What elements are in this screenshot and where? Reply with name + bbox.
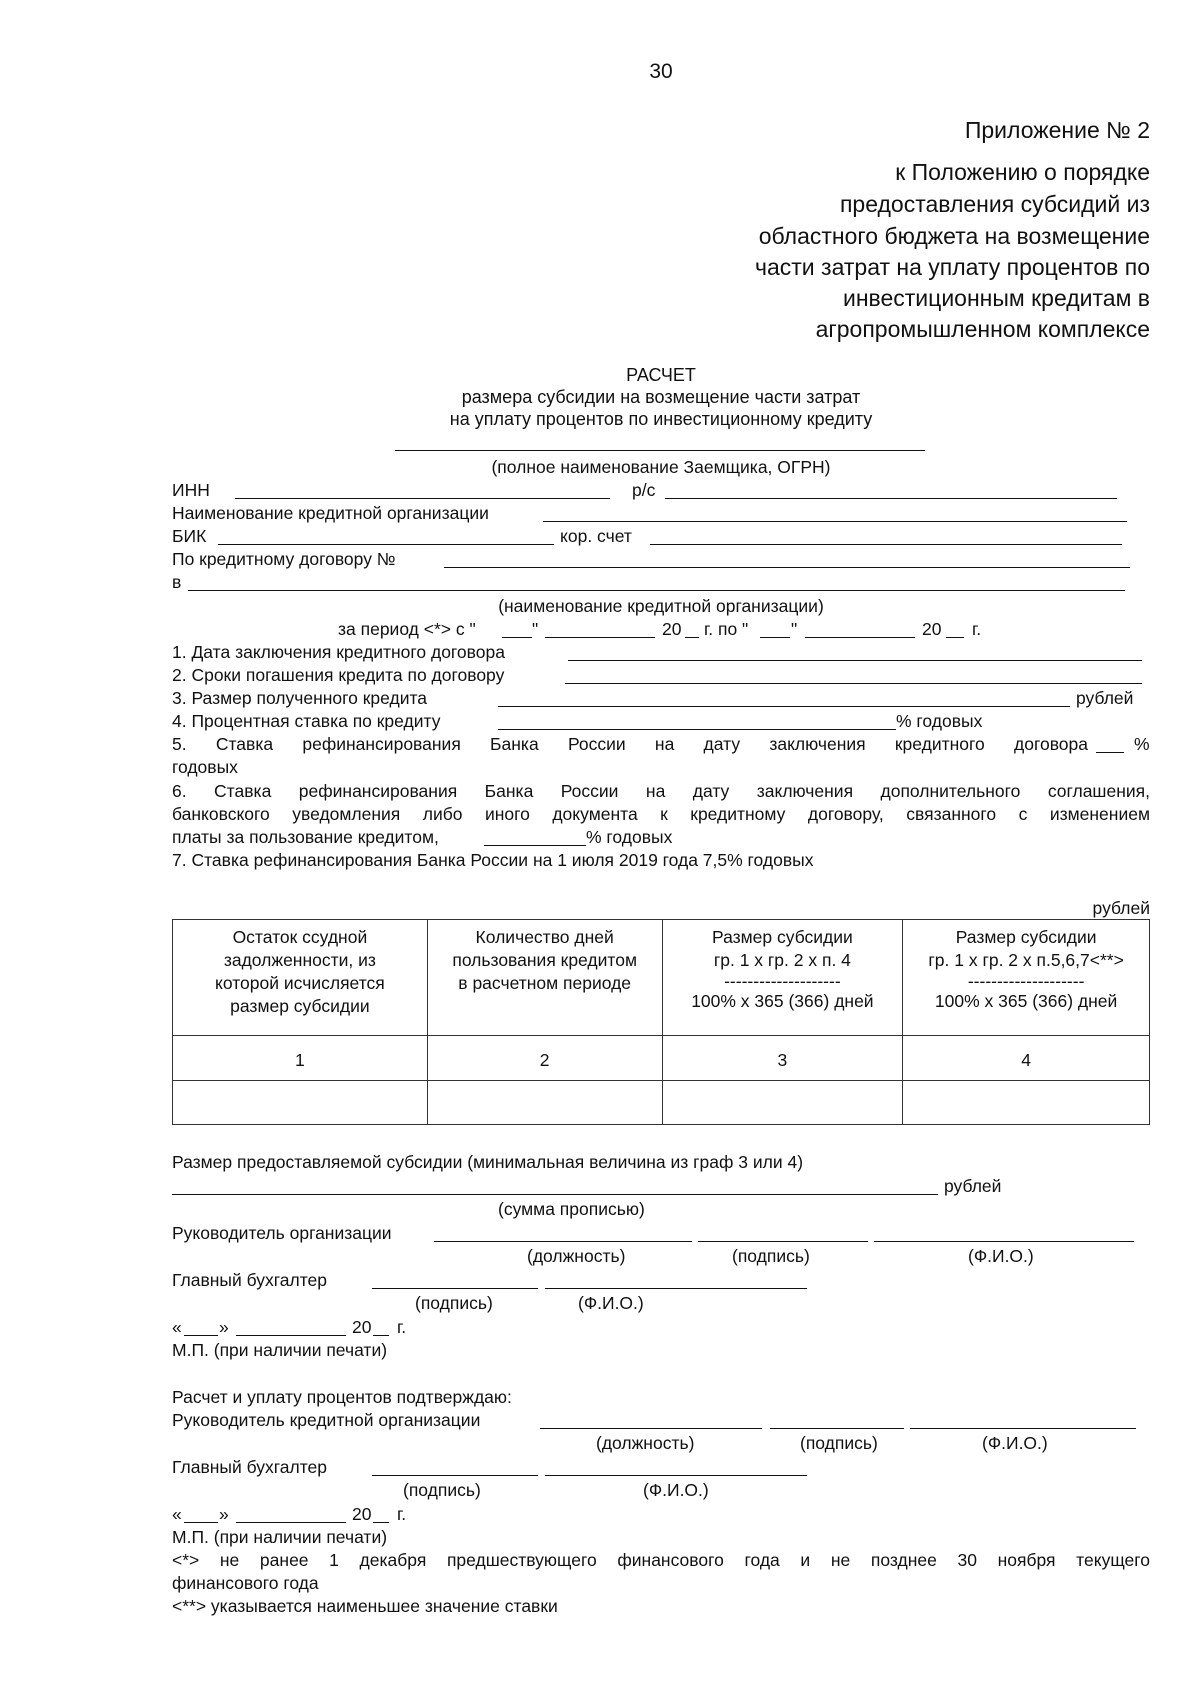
column-number: 1	[173, 1036, 428, 1081]
signature-caption: (подпись)	[800, 1433, 878, 1453]
head-bank-fio-line	[910, 1428, 1136, 1429]
header-line: пользования кредитом	[452, 950, 637, 970]
inn-line	[235, 498, 610, 499]
item-6-cont: банковского уведомления либо иного документа к кредитному договору, связанного с изменением	[172, 804, 1150, 824]
item-5-line	[1096, 752, 1124, 753]
calculation-table	[172, 919, 1150, 1125]
page-number: 30	[649, 60, 673, 83]
table-header-row	[173, 920, 1150, 1036]
contract-label: По кредитному договору №	[172, 549, 396, 569]
stamp-note: М.П. (при наличии печати)	[172, 1340, 388, 1360]
document-title: РАСЧЕТ	[626, 365, 696, 385]
header-line: 100% x 365 (366) дней	[691, 991, 874, 1011]
annex-title: Приложение № 2	[964, 117, 1150, 143]
rs-line	[665, 498, 1117, 499]
subsidy-label: Размер предоставляемой субсидии (минимальная величина из граф 3 или 4)	[172, 1152, 804, 1172]
subsidy-amount-line	[172, 1194, 938, 1195]
document-subtitle: на уплату процентов по инвестиционному кредиту	[449, 409, 873, 429]
annex-line: агропромышленном комплексе	[815, 316, 1150, 342]
annex-line: областного бюджета на возмещение	[758, 223, 1150, 249]
chief-accountant-fio-line	[545, 1288, 807, 1289]
signature-caption: (подпись)	[403, 1480, 481, 1500]
item-4-line	[498, 729, 896, 730]
year-suffix: г.	[972, 619, 982, 639]
item-5: 5. Ставка рефинансирования Банка России на дату заключения кредитного договора	[172, 734, 1088, 754]
in-label: в	[172, 572, 182, 592]
table-header-cell	[173, 920, 428, 1036]
header-line: Размер субсидии	[711, 927, 853, 947]
header-divider: --------------------	[967, 971, 1085, 991]
table-header-cell	[427, 920, 662, 1036]
head-org-signature-line	[698, 1241, 868, 1242]
date-close: »	[219, 1504, 229, 1524]
item-4-unit: % годовых	[896, 711, 983, 731]
annex-line: предоставления субсидий из	[839, 191, 1150, 217]
table-cell	[903, 1081, 1150, 1125]
item-3-unit: рублей	[1076, 688, 1134, 708]
header-line: в расчетном периоде	[458, 973, 632, 993]
date-day-line	[184, 1335, 218, 1336]
position-caption: (должность)	[596, 1433, 695, 1453]
date-year: 20	[352, 1504, 372, 1524]
footnote-1-cont: финансового года	[172, 1573, 319, 1593]
header-line: которой исчисляется	[215, 973, 385, 993]
position-caption: (должность)	[527, 1246, 626, 1266]
chief-accountant-signature-line	[372, 1288, 538, 1289]
header-divider: --------------------	[724, 971, 841, 991]
header-line: размер субсидии	[230, 996, 370, 1016]
year-prefix: 20	[922, 619, 942, 639]
annex-line: части затрат на уплату процентов по	[754, 254, 1150, 280]
head-bank-signature-line	[770, 1428, 904, 1429]
contract-line	[444, 567, 1130, 568]
date-g: г.	[397, 1504, 407, 1524]
chief-accountant-fio-line	[545, 1475, 807, 1476]
item-4: 4. Процентная ставка по кредиту	[172, 711, 441, 731]
table-data-row	[173, 1081, 1150, 1125]
table-header-cell	[662, 920, 903, 1036]
head-org-position-line	[434, 1241, 692, 1242]
quote-mark: "	[791, 619, 798, 639]
date-year-line	[373, 1335, 389, 1336]
table-unit: рублей	[1092, 898, 1150, 918]
head-org-label: Руководитель организации	[172, 1223, 392, 1243]
fio-caption: (Ф.И.О.)	[968, 1246, 1034, 1266]
borrower-caption: (полное наименование Заемщика, ОГРН)	[491, 457, 831, 477]
header-line: задолженности, из	[223, 950, 376, 970]
bank-name-label: Наименование кредитной организации	[172, 503, 489, 523]
subsidy-unit: рублей	[944, 1176, 1002, 1196]
quote-mark: "	[532, 619, 539, 639]
chief-accountant-label: Главный бухгалтер	[172, 1457, 327, 1477]
borrower-name-line	[395, 450, 925, 451]
date-open: «	[172, 1317, 182, 1337]
head-bank-label: Руководитель кредитной организации	[172, 1410, 481, 1430]
item-3-line	[498, 706, 1070, 707]
stamp-note: М.П. (при наличии печати)	[172, 1527, 388, 1547]
item-3: 3. Размер полученного кредита	[172, 688, 428, 708]
footnote-2: <**> указывается наименьшее значение ставки	[172, 1596, 558, 1616]
item-6-cont: платы за пользование кредитом,	[172, 827, 439, 847]
date-month-line	[236, 1335, 346, 1336]
date-year: 20	[352, 1317, 372, 1337]
date-open: «	[172, 1504, 182, 1524]
confirm-label: Расчет и уплату процентов подтверждаю:	[172, 1387, 512, 1407]
table-cell	[662, 1081, 903, 1125]
annex-line: к Положению о порядке	[895, 159, 1150, 185]
item-6-unit: % годовых	[586, 827, 673, 847]
item-2-line	[565, 683, 1142, 684]
item-7: 7. Ставка рефинансирования Банка России на 1 июля 2019 года 7,5% годовых	[172, 850, 814, 870]
fio-caption: (Ф.И.О.)	[982, 1433, 1048, 1453]
column-number: 4	[903, 1036, 1150, 1081]
item-1-line	[568, 660, 1142, 661]
chief-accountant-label: Главный бухгалтер	[172, 1270, 327, 1290]
corr-line	[650, 544, 1122, 545]
table-number-row	[173, 1036, 1150, 1081]
date-year-line	[373, 1522, 389, 1523]
table-header-cell	[903, 920, 1150, 1036]
date-g: г.	[397, 1317, 407, 1337]
column-number: 3	[662, 1036, 903, 1081]
item-6: 6. Ставка рефинансирования Банка России на дату заключения дополнительного соглашения,	[172, 781, 1150, 801]
table-cell	[427, 1081, 662, 1125]
fio-caption: (Ф.И.О.)	[578, 1293, 644, 1313]
item-1: 1. Дата заключения кредитного договора	[172, 642, 505, 662]
head-org-fio-line	[874, 1241, 1134, 1242]
period-to-day-line	[760, 637, 790, 638]
period-from-label: за период <*> с "	[338, 619, 476, 639]
rs-label: р/с	[632, 480, 656, 500]
date-day-line	[184, 1522, 218, 1523]
signature-caption: (подпись)	[732, 1246, 810, 1266]
period-to-month-line	[805, 637, 915, 638]
corr-label: кор. счет	[560, 526, 632, 546]
bik-line	[218, 544, 554, 545]
item-6-line	[484, 845, 586, 846]
header-line: Остаток ссудной	[232, 927, 368, 947]
period-from-day-line	[502, 637, 532, 638]
period-from-year-line	[685, 637, 699, 638]
inn-label: ИНН	[172, 480, 210, 500]
annex-line: инвестиционным кредитам в	[842, 285, 1150, 311]
bik-label: БИК	[172, 526, 207, 546]
period-to-year-line	[946, 637, 964, 638]
item-2: 2. Сроки погашения кредита по договору	[172, 665, 505, 685]
header-line: 100% x 365 (366) дней	[934, 991, 1118, 1011]
column-number: 2	[427, 1036, 662, 1081]
document-subtitle: размера субсидии на возмещение части затрат	[461, 387, 861, 407]
period-from-month-line	[545, 637, 655, 638]
table-cell	[173, 1081, 428, 1125]
chief-accountant-signature-line	[372, 1475, 538, 1476]
fio-caption: (Ф.И.О.)	[643, 1480, 709, 1500]
signature-caption: (подпись)	[415, 1293, 493, 1313]
sum-caption: (сумма прописью)	[498, 1199, 645, 1219]
bank-caption: (наименование кредитной организации)	[498, 596, 824, 616]
header-line: гр. 1 x гр. 2 x п. 4	[713, 950, 851, 970]
year-prefix: 20	[662, 619, 682, 639]
footnote-1: <*> не ранее 1 декабря предшествующего финансового года и не позднее 30 ноября текущего	[172, 1550, 1150, 1570]
header-line: Размер субсидии	[955, 927, 1097, 947]
in-line	[188, 590, 1125, 591]
date-close: »	[219, 1317, 229, 1337]
head-bank-position-line	[540, 1428, 762, 1429]
item-5-percent: %	[1134, 734, 1150, 754]
item-5-cont: годовых	[172, 757, 238, 777]
header-line: гр. 1 x гр. 2 x п.5,6,7<**>	[928, 950, 1124, 970]
date-month-line	[236, 1522, 346, 1523]
header-line: Количество дней	[475, 927, 614, 947]
period-to-label: г. по "	[704, 619, 749, 639]
bank-name-line	[543, 521, 1127, 522]
